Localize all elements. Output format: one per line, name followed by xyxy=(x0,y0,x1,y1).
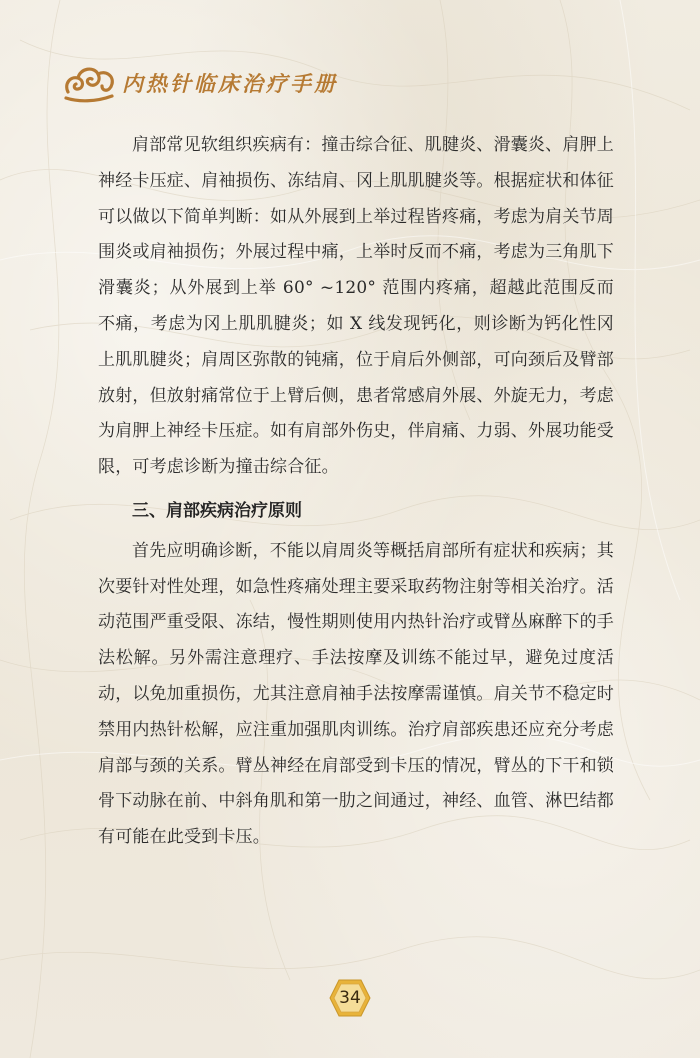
main-content xyxy=(98,128,614,856)
paragraph-treatment-principles: 首先应明确诊断，不能以肩周炎等概括肩部所有症状和疾病；其次要针对性处理，如急性疼痛处理主要采取药物注射等相关治疗。活动范围严重受限、冻结，慢性期则使用内热针治疗或臂丛麻醉下的手法松解。另外需注意理疗、手法按摩及训练不能过早，避免过度活动，以免加重损伤，尤其注意肩袖手法按摩需谨慎。肩关节不稳定时禁用内热针松解，应注重加强肌肉训练。治疗肩部疾患还应充分考虑肩部与颈的关系。臂丛神经在肩部受到卡压的情况，臂丛的下干和锁骨下动脉在前、中斜角肌和第一肋之间通过，神经、血管、淋巴结都有可能在此受到卡压。 xyxy=(98,540,614,848)
section-heading: 三、肩部疾病治疗原则 xyxy=(132,500,302,521)
running-header xyxy=(62,62,338,106)
paragraph-shoulder-diseases: 肩部常见软组织疾病有：撞击综合征、肌腱炎、滑囊炎、肩胛上神经卡压症、肩袖损伤、冻结肩、冈上肌肌腱炎等。根据症状和体征可以做以下简单判断：如从外展到上举过程皆疼痛，考虑为肩关节周围炎或肩袖损伤；外展过程中痛，上举时反而不痛，考虑为三角肌下滑囊炎；从外展到上举 60° ~120° 范围内疼痛，超越此范围反而不痛，考虑为冈上肌肌腱炎；如 X 线发现钙化，则诊断为钙化性冈上肌肌腱炎；肩周区弥散的钝痛，位于肩后外侧部，可向颈后及臂部放射，但放射痛常位于上臂后侧，患者常感肩外展、外旋无力，考虑为肩胛上神经卡压症。如有肩部外伤史，伴肩痛、力弱、外展功能受限，可考虑诊断为撞击综合征。 xyxy=(98,135,614,478)
page-number: 34 xyxy=(339,988,361,1008)
auspicious-cloud-icon xyxy=(62,62,116,106)
book-title: 内热针临床治疗手册 xyxy=(122,72,338,96)
page-number-badge xyxy=(328,978,372,1018)
